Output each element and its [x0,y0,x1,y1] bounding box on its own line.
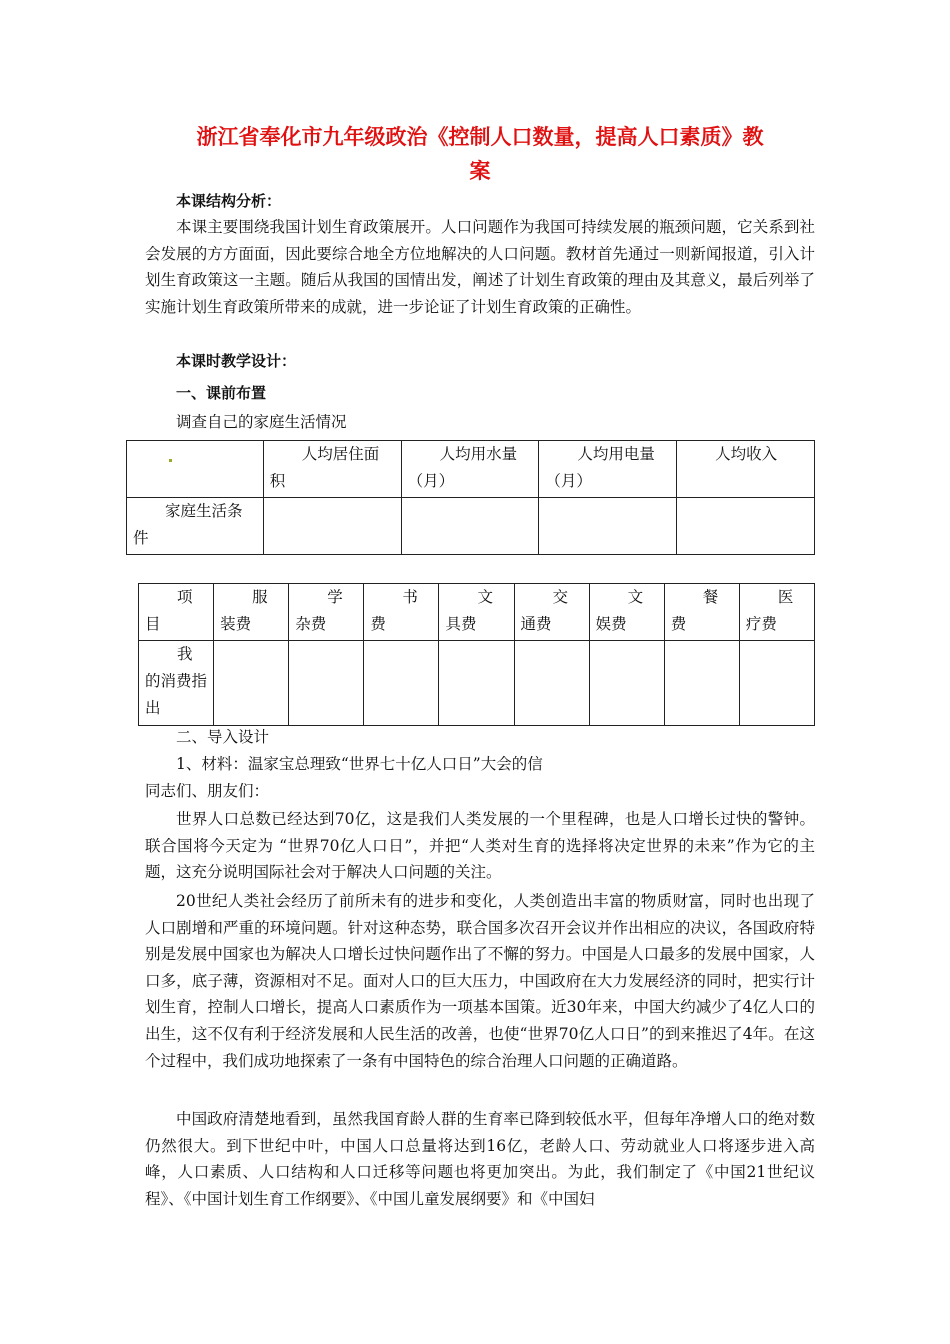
greeting-line: 同志们、朋友们： [145,782,270,800]
table-row-label: 我的消费指出 [139,641,214,726]
table-cell [739,641,814,726]
table-cell [589,641,664,726]
table-header-cell: 医疗费 [739,584,814,641]
table-cell [439,641,514,726]
table-cell [364,641,439,726]
doc-title-line-2: 案 [469,159,491,183]
table-header-cell: 文娱费 [589,584,664,641]
table-cell [263,498,401,555]
letter-paragraph-2: 20世纪人类社会经历了前所未有的进步和变化，人类创造出丰富的物质财富，同时也出现了人口剧增和严重的环境问题。针对这种态势，联合国多次召开会议并作出相应的决议，各国政府特别是发展中国家也为解决人口增长过快问题作出了不懈的努力。中国是人口最多的发展中国家，人口多，底子薄，资源相对不足。面对人口的巨大压力，中国政府在大力发展经济的同时，把实行计划生育，控制人口增长，提高人口素质作为一项基本国策。近30年来，中国大约减少了4亿人口的出生，这不仅有利于经济发展和人民生活的改善，也使“世界70亿人口日”的到来推迟了4年。在这个过程中，我们成功地探索了一条有中国特色的综合治理人口问题的正确道路。 [145,892,815,1070]
table-header-cell: 人均收入 [677,441,815,498]
consumption-table [138,583,815,726]
table-cell [514,641,589,726]
letter-paragraph-1: 世界人口总数已经达到70亿，这是我们人类发展的一个里程碑，也是人口增长过快的警钟。联合国将今天定为 “世界70亿人口日”，并把“人类对生育的选择将决定世界的未来”作为它的主题，这充分说明国际社会对于解决人口问题的关注。 [145,810,815,882]
structure-paragraph: 本课主要围绕我国计划生育政策展开。人口问题作为我国可持续发展的瓶颈问题，它关系到社会发展的方方面面，因此要综合地全方位地解决的人口问题。教材首先通过一则新闻报道，引入计划生育政策这一主题。随后从我国的国情出发，阐述了计划生育政策的理由及其意义，最后列举了实施计划生育政策所带来的成就，进一步论证了计划生育政策的正确性。 [145,218,815,316]
heading-section-2: 二、导入设计 [176,728,270,746]
material-line: 1、材料：温家宝总理致“世界七十亿人口日”大会的信 [176,755,543,773]
heading-section-1: 一、课前布置 [176,384,267,402]
table-row [139,584,815,641]
table-row-label: 家庭生活条件 [127,498,264,555]
doc-title-line-1: 浙江省奉化市九年级政治《控制人口数量，提高人口素质》教 [196,125,764,149]
table-header-cell: 人均用水量（月） [401,441,539,498]
table-header-cell: 学杂费 [289,584,364,641]
table-header-cell: 项目 [139,584,214,641]
table-cell [289,641,364,726]
table-row [127,498,815,555]
table-cell [677,498,815,555]
heading-design: 本课时教学设计： [176,352,297,370]
table-header-cell: 书费 [364,584,439,641]
table-cell [664,641,739,726]
table-cell [214,641,289,726]
heading-structure: 本课结构分析： [176,192,282,210]
table-header-cell: 交通费 [514,584,589,641]
table-row [127,441,815,498]
table-row [139,641,815,726]
letter-paragraph-3: 中国政府清楚地看到，虽然我国育龄人群的生育率已降到较低水平，但每年净增人口的绝对数仍然很大。到下世纪中叶，中国人口总量将达到16亿，老龄人口、劳动就业人口将逐步进入高峰，人口素质、人口结构和人口迁移等问题也将更加突出。为此，我们制定了《中国21世纪议程》、《中国计划生育工作纲要》、《中国儿童发展纲要》和《中国妇 [145,1110,815,1208]
table-header-cell: 人均居住面积 [263,441,401,498]
table-cell [539,498,677,555]
family-conditions-table [126,440,815,555]
table-header-cell: 服装费 [214,584,289,641]
table-header-cell: 人均用电量（月） [539,441,677,498]
table-cell [401,498,539,555]
table-header-cell: 文具费 [439,584,514,641]
table-header-cell: 餐费 [664,584,739,641]
survey-line: 调查自己的家庭生活情况 [176,413,347,431]
table-cell-empty [127,441,264,498]
